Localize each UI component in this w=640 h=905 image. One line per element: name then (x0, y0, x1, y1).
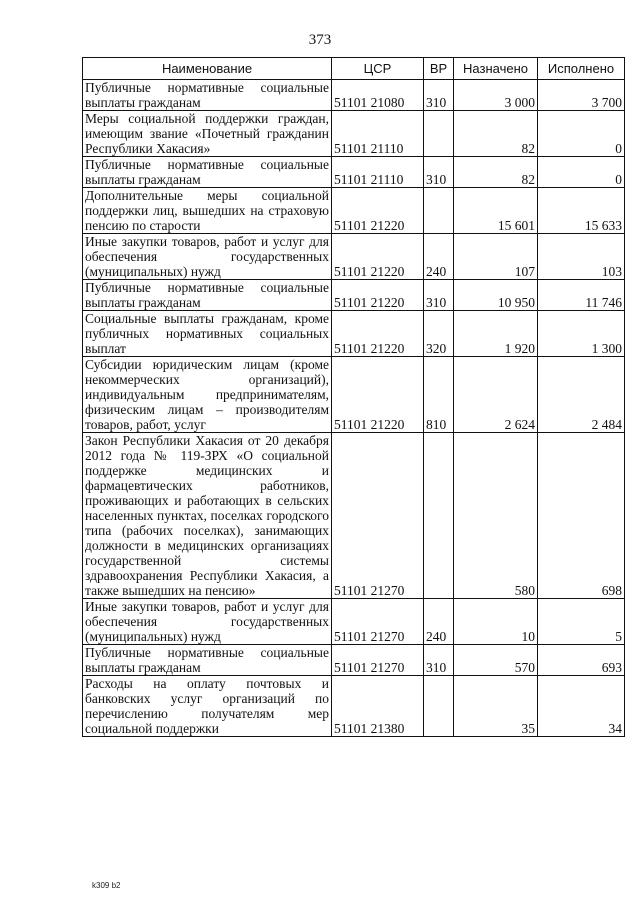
table-row (83, 311, 625, 357)
cell-executed: 1 300 (538, 311, 625, 357)
cell-csr: 51101 21270 (332, 645, 424, 676)
budget-table (82, 57, 625, 737)
cell-executed: 698 (538, 433, 625, 599)
cell-csr: 51101 21220 (332, 234, 424, 280)
cell-name: Закон Республики Хакасия от 20 декабря 2012 года № 119-ЗРХ «О социальной поддержке медицинских и фармацевтических работников, проживающих и работающих в сельских населенных пунктах, поселках городского типа (рабочих поселках), занимающих должности в медицинских организациях государственной системы здравоохранения Республики Хакасия, а также вышедших на пенсию» (83, 433, 332, 599)
cell-csr: 51101 21270 (332, 433, 424, 599)
cell-vr: 310 (424, 157, 454, 188)
table-row (83, 357, 625, 433)
cell-assigned: 2 624 (454, 357, 538, 433)
header-csr: ЦСР (332, 58, 424, 80)
cell-executed: 34 (538, 676, 625, 737)
cell-vr: 310 (424, 280, 454, 311)
cell-name: Публичные нормативные социальные выплаты гражданам (83, 157, 332, 188)
cell-vr: 810 (424, 357, 454, 433)
table-header-row (83, 58, 625, 80)
cell-assigned: 35 (454, 676, 538, 737)
cell-executed: 693 (538, 645, 625, 676)
cell-csr: 51101 21110 (332, 111, 424, 157)
cell-assigned: 10 (454, 599, 538, 645)
table-row (83, 280, 625, 311)
cell-name: Субсидии юридическим лицам (кроме некоммерческих организаций), индивидуальным предпринимателям, физическим лицам – производителям товаров, работ, услуг (83, 357, 332, 433)
table-row (83, 676, 625, 737)
cell-assigned: 82 (454, 111, 538, 157)
cell-vr (424, 676, 454, 737)
cell-name: Дополнительные меры социальной поддержки лиц, вышедших на страховую пенсию по старости (83, 188, 332, 234)
cell-executed: 5 (538, 599, 625, 645)
table-row (83, 433, 625, 599)
cell-vr: 310 (424, 645, 454, 676)
cell-name: Расходы на оплату почтовых и банковских услуг организаций по перечислению получателям мер социальной поддержки (83, 676, 332, 737)
cell-assigned: 107 (454, 234, 538, 280)
table-row (83, 188, 625, 234)
cell-assigned: 580 (454, 433, 538, 599)
cell-vr (424, 433, 454, 599)
header-executed: Исполнено (538, 58, 625, 80)
header-assigned: Назначено (454, 58, 538, 80)
cell-name: Иные закупки товаров, работ и услуг для обеспечения государственных (муниципальных) нужд (83, 234, 332, 280)
cell-csr: 51101 21220 (332, 280, 424, 311)
cell-vr: 310 (424, 80, 454, 111)
cell-assigned: 570 (454, 645, 538, 676)
cell-assigned: 10 950 (454, 280, 538, 311)
cell-assigned: 15 601 (454, 188, 538, 234)
cell-csr: 51101 21220 (332, 188, 424, 234)
cell-executed: 11 746 (538, 280, 625, 311)
cell-executed: 15 633 (538, 188, 625, 234)
header-name: Наименование (83, 58, 332, 80)
cell-name: Меры социальной поддержки граждан, имеющим звание «Почетный гражданин Республики Хакасия» (83, 111, 332, 157)
cell-vr: 240 (424, 599, 454, 645)
cell-name: Социальные выплаты гражданам, кроме публичных нормативных социальных выплат (83, 311, 332, 357)
table-row (83, 234, 625, 280)
cell-name: Публичные нормативные социальные выплаты гражданам (83, 645, 332, 676)
cell-csr: 51101 21080 (332, 80, 424, 111)
cell-csr: 51101 21110 (332, 157, 424, 188)
cell-executed: 0 (538, 157, 625, 188)
table-body (83, 80, 625, 737)
cell-executed: 3 700 (538, 80, 625, 111)
cell-vr (424, 111, 454, 157)
cell-executed: 0 (538, 111, 625, 157)
cell-executed: 2 484 (538, 357, 625, 433)
table-row (83, 111, 625, 157)
header-vr: ВР (424, 58, 454, 80)
cell-csr: 51101 21220 (332, 357, 424, 433)
cell-csr: 51101 21380 (332, 676, 424, 737)
table-row (83, 80, 625, 111)
footer-stamp: k309 b2 (92, 881, 121, 890)
cell-assigned: 1 920 (454, 311, 538, 357)
cell-vr (424, 188, 454, 234)
table-row (83, 157, 625, 188)
table-row (83, 645, 625, 676)
cell-vr: 320 (424, 311, 454, 357)
cell-name: Публичные нормативные социальные выплаты гражданам (83, 280, 332, 311)
cell-csr: 51101 21270 (332, 599, 424, 645)
cell-vr: 240 (424, 234, 454, 280)
cell-executed: 103 (538, 234, 625, 280)
page-number: 373 (308, 32, 332, 48)
table-row (83, 599, 625, 645)
cell-name: Публичные нормативные социальные выплаты гражданам (83, 80, 332, 111)
cell-assigned: 3 000 (454, 80, 538, 111)
cell-name: Иные закупки товаров, работ и услуг для обеспечения государственных (муниципальных) нужд (83, 599, 332, 645)
cell-assigned: 82 (454, 157, 538, 188)
cell-csr: 51101 21220 (332, 311, 424, 357)
